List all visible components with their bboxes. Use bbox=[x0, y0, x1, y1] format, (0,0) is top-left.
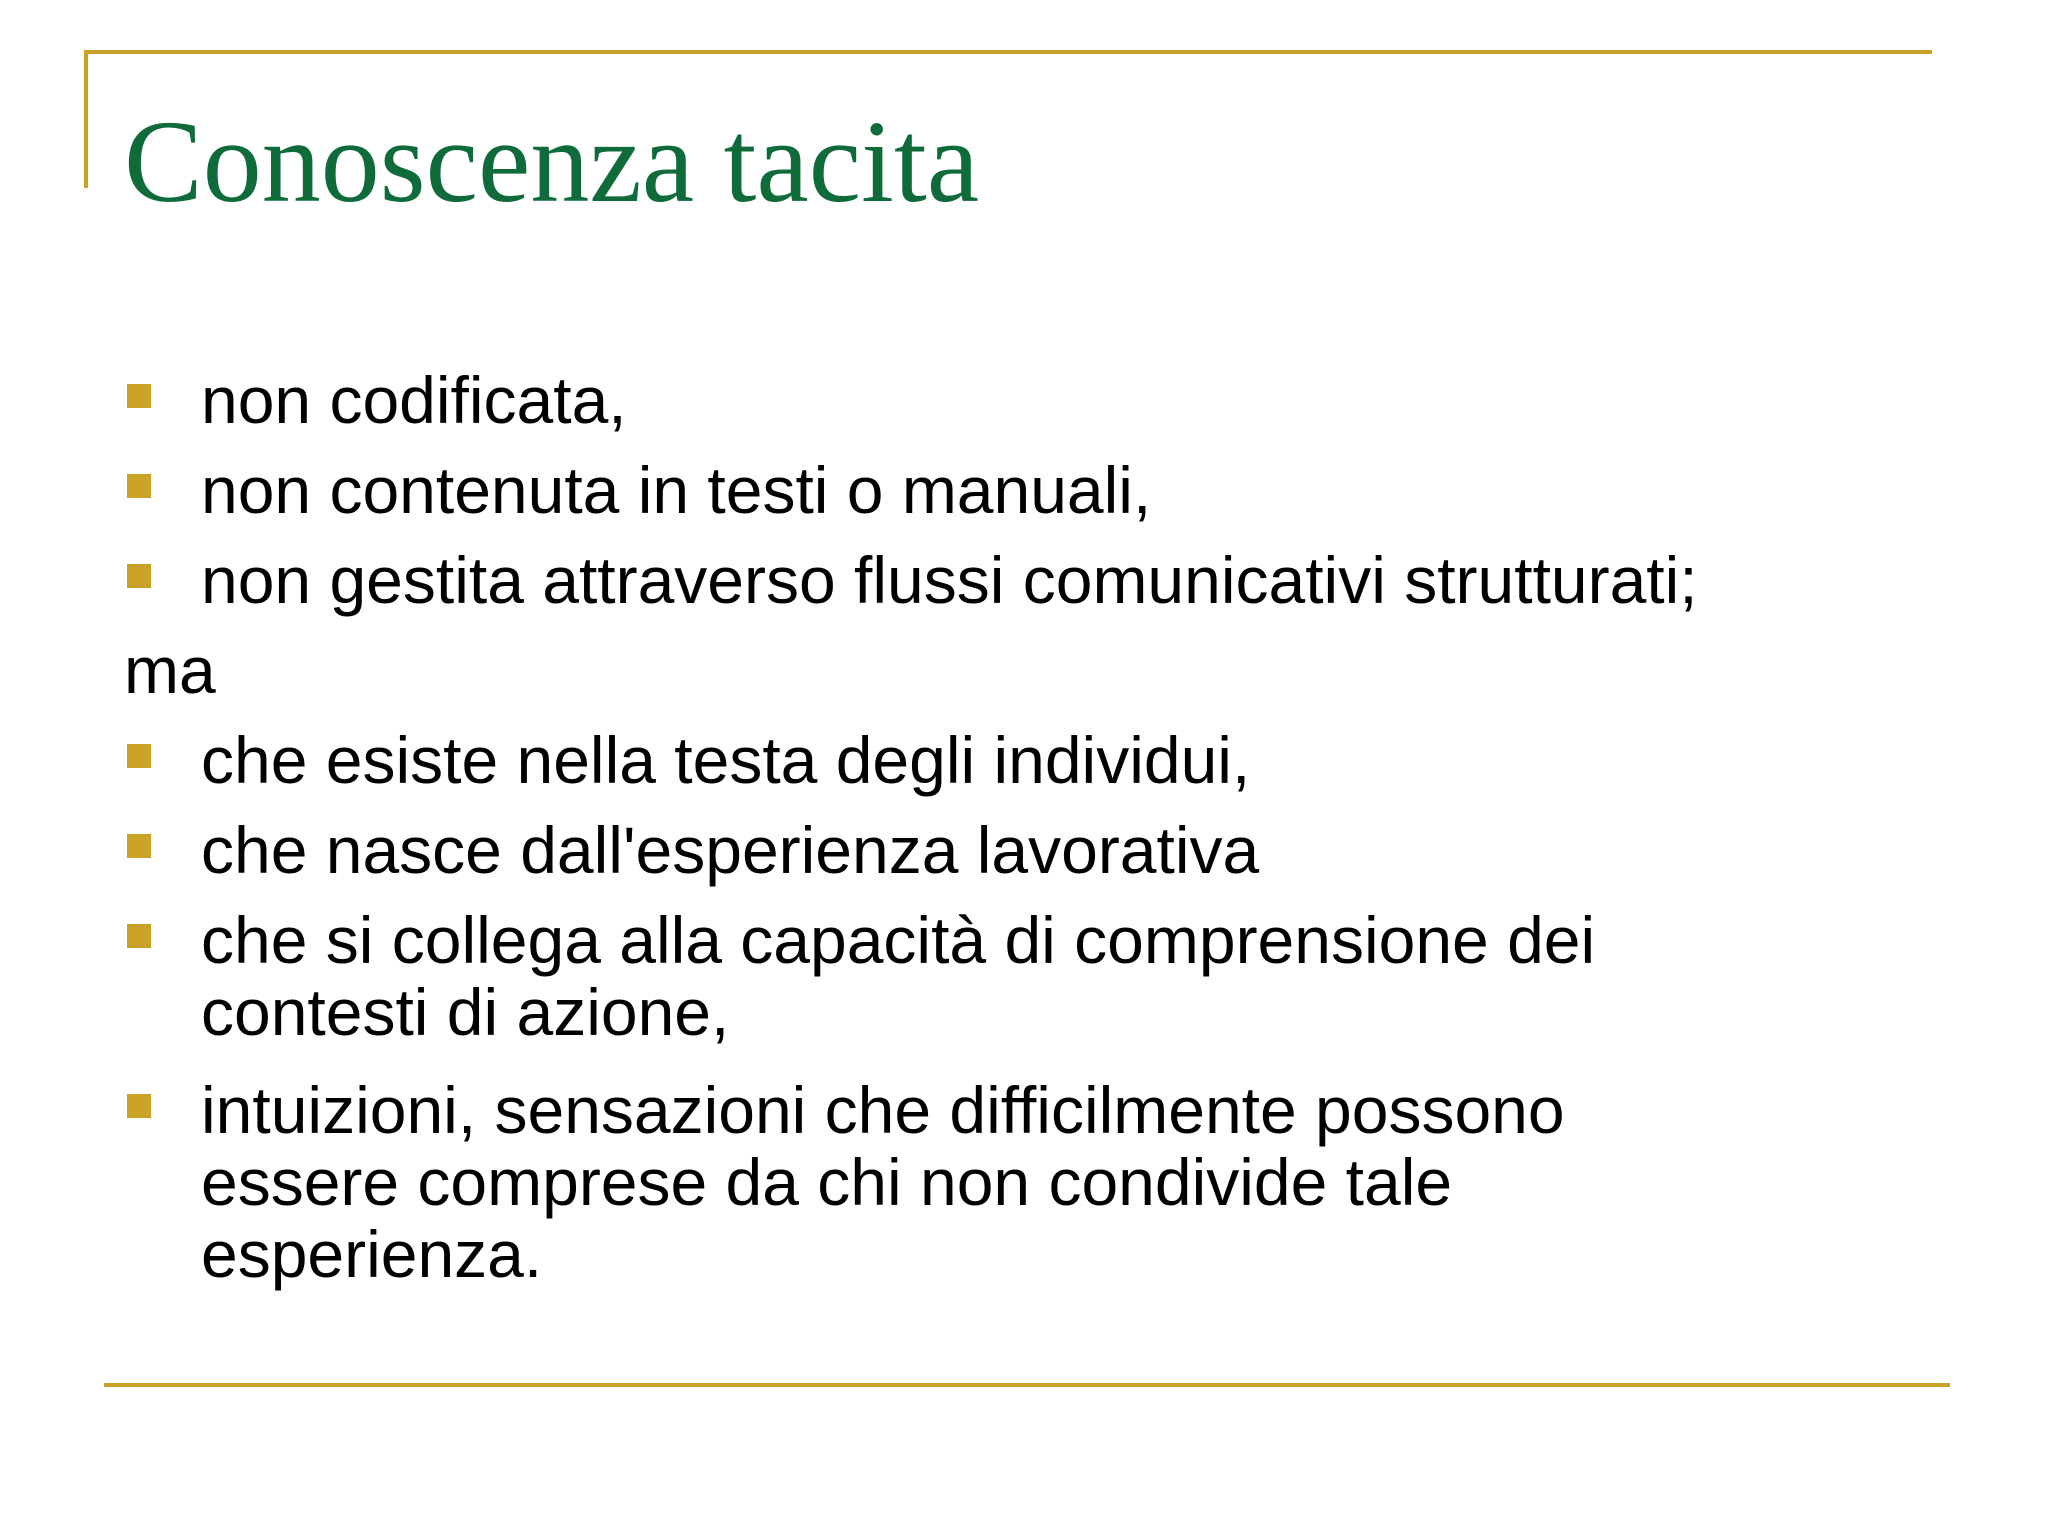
bottom-border-line bbox=[104, 1383, 1950, 1387]
bullet-text-line: esperienza. bbox=[201, 1217, 543, 1291]
square-bullet-icon bbox=[127, 564, 151, 588]
square-bullet-icon bbox=[127, 384, 151, 408]
slide-body bbox=[124, 364, 1924, 1316]
bullet-text: non contenuta in testi o manuali, bbox=[201, 453, 1152, 527]
square-bullet-icon bbox=[127, 834, 151, 858]
bullet-text: non gestita attraverso flussi comunicativi strutturati; bbox=[201, 543, 1698, 617]
slide-title: Conoscenza tacita bbox=[124, 96, 980, 227]
bullet-item bbox=[124, 904, 1924, 1048]
top-border-line bbox=[84, 50, 1932, 54]
connector-text: ma bbox=[124, 633, 216, 707]
bullet-item bbox=[124, 544, 1924, 616]
bullet-item bbox=[124, 814, 1924, 886]
bullet-text-line: essere comprese da chi non condivide tale bbox=[201, 1145, 1453, 1219]
left-border-line bbox=[84, 50, 88, 188]
bullet-text-line: intuizioni, sensazioni che difficilmente possono bbox=[201, 1073, 1565, 1147]
bullet-text: che nasce dall'esperienza lavorativa bbox=[201, 813, 1260, 887]
bullet-text-line: contesti di azione, bbox=[201, 975, 730, 1049]
square-bullet-icon bbox=[127, 924, 151, 948]
bullet-item bbox=[124, 364, 1924, 436]
bullet-text: che esiste nella testa degli individui, bbox=[201, 723, 1251, 797]
bullet-item bbox=[124, 724, 1924, 796]
square-bullet-icon bbox=[127, 1094, 151, 1118]
bullet-item bbox=[124, 1074, 1924, 1290]
square-bullet-icon bbox=[127, 744, 151, 768]
bullet-text: non codificata, bbox=[201, 363, 627, 437]
bullet-item bbox=[124, 454, 1924, 526]
square-bullet-icon bbox=[127, 474, 151, 498]
bullet-text-line: che si collega alla capacità di comprensione dei bbox=[201, 903, 1596, 977]
